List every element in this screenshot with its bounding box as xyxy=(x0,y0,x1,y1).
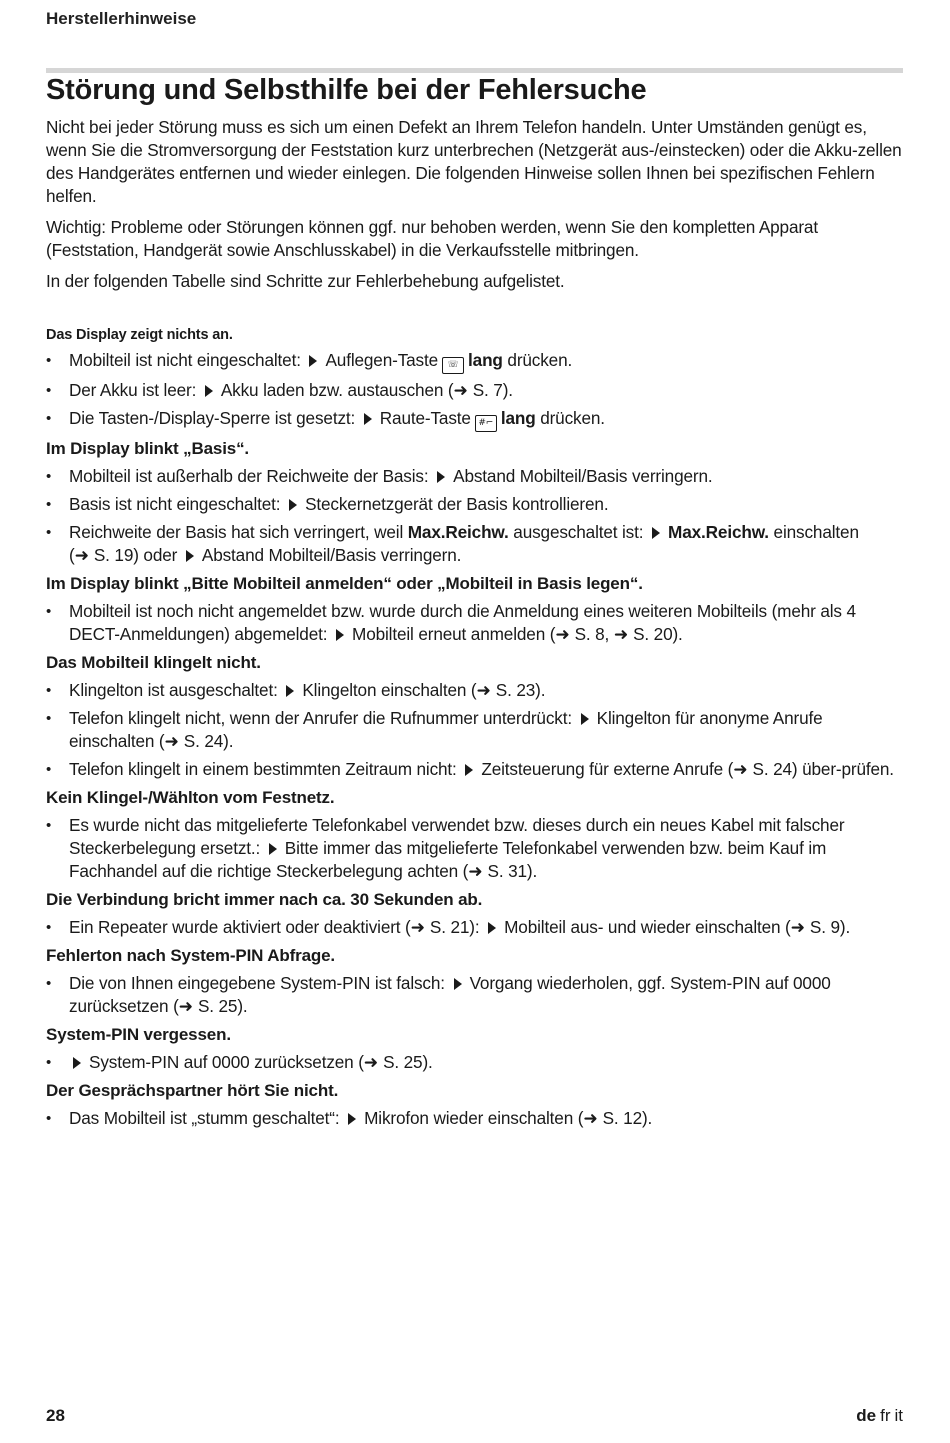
lang-fr: fr xyxy=(880,1406,891,1425)
triangle-right-icon xyxy=(309,355,317,367)
list-item: • Mobilteil ist noch nicht angemeldet bzw. wurde durch die Anmeldung eines weiteren Mobilteils (mehr als 4 DECT-Anmeldungen) abgemeldet: Mobilteil erneut anmelden (➜ S. 8, ➜ S. 20). xyxy=(46,597,904,648)
triangle-right-icon xyxy=(336,629,344,641)
arrow-right-icon: ➜ xyxy=(178,996,193,1016)
section-heading: Im Display blinkt „Basis“. xyxy=(46,439,249,458)
section-heading: Das Display zeigt nichts an. xyxy=(46,327,233,343)
arrow-right-icon: ➜ xyxy=(410,917,425,937)
list-item: • Telefon klingelt nicht, wenn der Anrufer die Rufnummer unterdrückt: Klingelton für anonyme Anrufe einschalten (➜ S. 24). xyxy=(46,704,904,755)
arrow-right-icon: ➜ xyxy=(476,680,491,700)
arrow-right-icon: ➜ xyxy=(733,759,748,779)
list-item: • Reichweite der Basis hat sich verringert, weil Max.Reichw. ausgeschaltet ist: Max.Reichw. einschalten (➜ S. 19) oder Abstand Mobilteil/Basis verringern. xyxy=(46,518,904,569)
list-item: • Die von Ihnen eingegebene System-PIN ist falsch: Vorgang wiederholen, ggf. System-PIN auf 0000 zurücksetzen (➜ S. 25). xyxy=(46,969,904,1020)
lang-it: it xyxy=(894,1406,903,1425)
section-heading: Der Gesprächspartner hört Sie nicht. xyxy=(46,1081,339,1100)
list-item: • Telefon klingelt in einem bestimmten Zeitraum nicht: Zeitsteuerung für externe Anrufe (➜ S. 24) über-prüfen. xyxy=(46,755,904,783)
triangle-right-icon xyxy=(205,385,213,397)
hangup-key-icon: ☏ xyxy=(442,357,464,374)
arrow-right-icon: ➜ xyxy=(453,380,468,400)
triangle-right-icon xyxy=(269,843,277,855)
section-heading: Kein Klingel-/Wählton vom Festnetz. xyxy=(46,788,335,807)
section-heading: System-PIN vergessen. xyxy=(46,1025,231,1044)
list-item: • Mobilteil ist außerhalb der Reichweite der Basis: Abstand Mobilteil/Basis verringern. xyxy=(46,462,904,490)
triangle-right-icon xyxy=(437,471,445,483)
list-item: • Basis ist nicht eingeschaltet: Steckernetzgerät der Basis kontrollieren. xyxy=(46,490,904,518)
list-item: • Klingelton ist ausgeschaltet: Klingelton einschalten (➜ S. 23). xyxy=(46,676,904,704)
section-heading: Im Display blinkt „Bitte Mobilteil anmelden“ oder „Mobilteil in Basis legen“. xyxy=(46,574,643,593)
list-item: • Es wurde nicht das mitgelieferte Telefonkabel verwendet bzw. dieses durch ein neues Kabel mit falscher Steckerbelegung ersetzt.: Bitte immer das mitgelieferte Telefonkabel verwenden bzw. beim Kauf im Fachhandel auf die richtige Steckerbelegung achten (➜ S. 31). xyxy=(46,811,904,885)
arrow-right-icon: ➜ xyxy=(583,1108,598,1128)
arrow-right-icon: ➜ xyxy=(468,861,483,881)
triangle-right-icon xyxy=(454,978,462,990)
section-label: Herstellerhinweise xyxy=(46,9,197,28)
triangle-right-icon xyxy=(289,499,297,511)
triangle-right-icon xyxy=(465,764,473,776)
hash-key-icon: #⌐ xyxy=(475,415,497,432)
lang-de: de xyxy=(856,1406,877,1425)
triangle-right-icon xyxy=(348,1113,356,1125)
arrow-right-icon: ➜ xyxy=(555,624,570,644)
triangle-right-icon xyxy=(286,685,294,697)
page-number: 28 xyxy=(46,1406,65,1425)
language-tags xyxy=(852,1406,903,1426)
intro-paragraph: Wichtig: Probleme oder Störungen können ggf. nur behoben werden, wenn Sie den kompletten Apparat (Feststation, Handgerät sowie Anschlusskabel) in die Verkaufsstelle mitbringen. xyxy=(46,217,818,260)
list-item: • Die Tasten-/Display-Sperre ist gesetzt: Raute-Taste #⌐ lang drücken. xyxy=(46,404,904,434)
list-item: • Der Akku ist leer: Akku laden bzw. austauschen (➜ S. 7). xyxy=(46,376,904,404)
troubleshooting-list xyxy=(46,324,904,1132)
arrow-right-icon: ➜ xyxy=(790,917,805,937)
arrow-right-icon: ➜ xyxy=(613,624,629,644)
arrow-right-icon: ➜ xyxy=(74,545,89,565)
list-item: • System-PIN auf 0000 zurücksetzen (➜ S. 25). xyxy=(46,1048,904,1076)
list-item: • Mobilteil ist nicht eingeschaltet: Auflegen-Taste ☏ lang drücken. xyxy=(46,346,904,376)
list-item: • Das Mobilteil ist „stumm geschaltet“: Mikrofon wieder einschalten (➜ S. 12). xyxy=(46,1104,904,1132)
section-heading: Das Mobilteil klingelt nicht. xyxy=(46,653,261,672)
intro-text xyxy=(46,116,904,301)
title-divider xyxy=(46,68,903,73)
triangle-right-icon xyxy=(73,1057,81,1069)
triangle-right-icon xyxy=(652,527,660,539)
list-item: • Ein Repeater wurde aktiviert oder deaktiviert (➜ S. 21): Mobilteil aus- und wieder einschalten (➜ S. 9). xyxy=(46,913,904,941)
intro-paragraph: In der folgenden Tabelle sind Schritte zur Fehlerbehebung aufgelistet. xyxy=(46,271,565,291)
triangle-right-icon xyxy=(581,713,589,725)
triangle-right-icon xyxy=(364,413,372,425)
arrow-right-icon: ➜ xyxy=(363,1052,379,1072)
page-title: Störung und Selbsthilfe bei der Fehlersuche xyxy=(46,74,647,106)
section-heading: Die Verbindung bricht immer nach ca. 30 Sekunden ab. xyxy=(46,890,483,909)
arrow-right-icon: ➜ xyxy=(164,731,179,751)
triangle-right-icon xyxy=(186,550,194,562)
section-heading: Fehlerton nach System-PIN Abfrage. xyxy=(46,946,335,965)
triangle-right-icon xyxy=(488,922,496,934)
intro-paragraph: Nicht bei jeder Störung muss es sich um einen Defekt an Ihrem Telefon handeln. Unter Umständen genügt es, wenn Sie die Stromversorgung der Feststation kurz unterbrechen (Netzgerät aus-/einstecken) oder die Akku-zellen des Handgerätes entfernen und wieder einlegen. Die folgenden Hinweise sollen Ihnen bei spezifischen Fehlern helfen. xyxy=(46,117,902,206)
